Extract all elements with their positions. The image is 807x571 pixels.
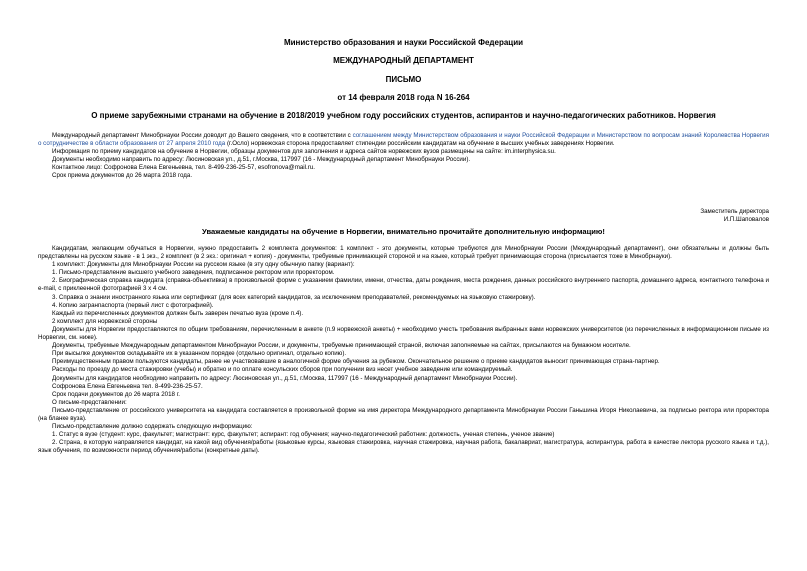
signature-name: И.П.Шаповалов (723, 216, 769, 224)
body-paragraph: Софронова Елена Евгеньевна тел. 8-499-236-25-57. (52, 382, 203, 390)
signature-title: Заместитель директора (700, 208, 769, 215)
intro-deadline-paragraph: Срок приема документов до 26 марта 2018 года. (52, 172, 193, 180)
department-title: МЕЖДУНАРОДНЫЙ ДЕПАРТАМЕНТ (333, 56, 474, 65)
body-paragraph: 2. Биографическая справка кандидата (справка-объективка) в произвольной форме с указанием фамилии, имени, отчества, даты рождения, места рождения, данных российского внутреннего паспорта, домашнего адреса, контактного телефона и e-mail, с приклеенной фотографией 3 х 4 см. (38, 277, 769, 293)
body-paragraph: Письмо-представление от российского университета на кандидата составляется в произвольной форме на имя директора Международного департамента Минобрнауки России Ганьшина Игоря Николаевича, за подписью ректора или проректора (на бланке вуза). (38, 406, 769, 422)
body-paragraph: 1 комплект: Документы для Минобрнауки России на русском языке (в эту одну обычную папку (вариант): (52, 261, 355, 269)
intro-info-paragraph: Информация по приему кандидатов на обучение в Норвегии, образцы документов для заполнения и адреса сайтов норвежских вузов размещены на сайте: im.interphysica.su. (52, 148, 556, 156)
intro-address-paragraph: Документы необходимо направить по адресу: Люсиновская ул., д.51, г.Москва, 117997 (16 - Международный департамент Минобрнауки России). (52, 156, 471, 164)
body-paragraph: Кандидатам, желающим обучаться в Норвегии, нужно предоставить 2 комплекта документов: 1 комплект - это документы, которые требуются для Минобрнауки России (Международный департамент), они обязательны и должны быть представлены на русском языке - в 1 экз., 2 комплект (в 2 экз.: оригинал + копия) - документы, требуемые принимающей стороной и на языке, который требует принимающая сторона (присылается тоже в Минобрнауки). (38, 245, 769, 261)
body-paragraph: 2 комплект для норвежской стороны (52, 317, 158, 325)
body-paragraph: О письме-представлении: (52, 398, 127, 406)
document-date-number: от 14 февраля 2018 года N 16-264 (337, 93, 470, 102)
body-paragraph: Документы для Норвегии предоставляются по общим требованиям, перечисленным в анкете (п.9 норвежской анкеты) + необходимо учесть требования выбранных вами норвежских университетов (из перечисленных в информационном письме из Норвегии, см. ниже). (38, 325, 769, 342)
body-paragraph: При высылке документов складывайте их в указанном порядке (отдельно оригинал, отдельно копию). (52, 350, 347, 358)
signature-block (38, 208, 769, 224)
body-paragraph: Письмо-представление должно содержать следующую информацию: (52, 423, 253, 431)
body-paragraph: Срок подачи документов до 26 марта 2018 г. (52, 390, 180, 398)
body-paragraph: Документы для кандидатов необходимо направить по адресу: Люсиновская ул., д.51, г.Москва, 117997 (16 - Международный департамент Минобрнауки России). (52, 374, 518, 382)
intro-text-end: (г.Осло) норвежская сторона предоставляет стипендии российским кандидатам на обучение в высших учебных заведениях Норвегии. (225, 140, 615, 148)
intro-contact-paragraph: Контактное лицо: Софронова Елена Евгеньевна, тел. 8-499-236-25-57, esofronova@mail.ru. (52, 164, 315, 172)
intro-section (38, 132, 769, 181)
body-paragraph: 1. Письмо-представление высшего учебного заведения, подписанное ректором или проректором. (52, 269, 335, 277)
intro-text: Международный департамент Минобрнауки России доводит до Вашего сведения, что в соответствии с (52, 132, 353, 139)
agreement-link[interactable]: соглашением между Министерством образования и науки Российской Федерации и Министерством по вопросам знаний Королевства Норвегия о сотрудничестве в области образования от 27 апреля 2010 года (38, 132, 769, 148)
document-subject: О приеме зарубежными странами на обучение в 2018/2019 учебном году российских студентов, аспирантов и научно-педагогических работников. Норвегия (91, 111, 716, 120)
ministry-title: Министерство образования и науки Российской Федерации (283, 38, 524, 47)
body-section (38, 245, 769, 455)
body-paragraph: 3. Справка о знании иностранного языка или сертификат (для всех категорий кандидатов, за исключением преподавателей, рекомендуемых на языковую стажировку). (52, 293, 536, 301)
body-paragraph: Документы, требуемые Международным департаментом Минобрнауки России, и документы, требуемые принимающей страной, включая заполняемые на сайтах, присылаются на бумажном носителе. (52, 342, 631, 350)
body-paragraph: 2. Страна, в которую направляется кандидат, на какой вид обучения/работы (языковые курсы, языковая стажировка, научная стажировка, научная работа, бакалавриат, магистратура, аспирантура, работа в качестве лектора русского языка и т.д.), язык обучения, по возможности период обучения/работы (конкретные даты). (38, 439, 769, 455)
document-type: ПИСЬМО (385, 75, 422, 84)
body-paragraph: 4. Копию загранпаспорта (первый лист с фотографией). (52, 301, 214, 309)
notice-heading: Уважаемые кандидаты на обучение в Норвегии, внимательно прочитайте дополнительную информацию! (202, 227, 605, 236)
body-paragraph: Расходы по проезду до места стажировки (учебы) и обратно и по оплате консульских сборов при получении виз несет учебное заведение или командируемый. (52, 366, 513, 374)
body-paragraph: Каждый из перечисленных документов должен быть заверен печатью вуза (кроме п.4). (52, 309, 304, 317)
intro-paragraph (38, 132, 769, 148)
body-paragraph: 1. Статус в вузе (студент: курс, факультет; магистрант: курс, факультет; аспирант: год обучения; научно-педагогический работник: должность, ученая степень, ученое звание) (52, 431, 555, 439)
body-paragraph: Преимущественным правом пользуются кандидаты, ранее не участвовавшие в аналогичной форме обучения за рубежом. Окончательное решение о приеме кандидатов выносит принимающая страна-партнер. (52, 358, 660, 366)
